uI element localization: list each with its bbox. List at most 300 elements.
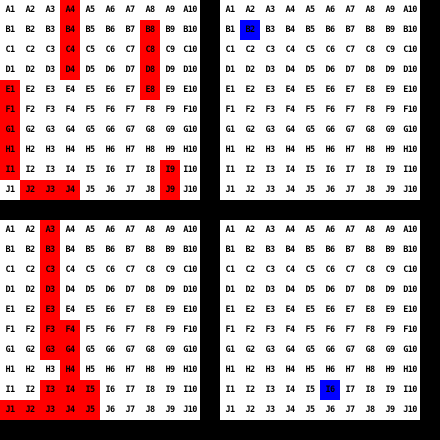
cell-e5[interactable]: E5 [305,305,315,315]
cell-b7[interactable]: B7 [125,25,135,35]
cell-h9[interactable]: H9 [165,145,175,155]
cell-b7[interactable]: B7 [345,25,355,35]
cell-j7[interactable]: J7 [125,185,135,195]
cell-c10[interactable]: C10 [403,265,417,275]
cell-j2[interactable]: J2 [245,185,255,195]
cell-d7[interactable]: D7 [125,285,135,295]
cell-b2[interactable]: B2 [25,245,35,255]
cell-f8[interactable]: F8 [145,105,155,115]
cell-e8[interactable]: E8 [140,80,160,100]
cell-i7[interactable]: I7 [345,385,355,395]
cell-a9[interactable]: A9 [165,225,175,235]
cell-b10[interactable]: B10 [183,25,197,35]
cell-c2[interactable]: C2 [245,45,255,55]
cell-h4[interactable]: H4 [60,360,80,380]
cell-j1[interactable]: J1 [225,185,235,195]
cell-i2[interactable]: I2 [25,385,35,395]
cell-j10[interactable]: J10 [183,185,197,195]
cell-a2[interactable]: A2 [245,5,255,15]
cell-h10[interactable]: H10 [403,145,417,155]
cell-i1[interactable]: I1 [225,165,235,175]
cell-a10[interactable]: A10 [403,225,417,235]
cell-f3[interactable]: F3 [45,105,55,115]
cell-d3[interactable]: D3 [265,65,275,75]
cell-d9[interactable]: D9 [385,65,395,75]
cell-a1[interactable]: A1 [225,5,235,15]
cell-j1[interactable]: J1 [225,405,235,415]
cell-d9[interactable]: D9 [385,285,395,295]
cell-e4[interactable]: E4 [65,85,75,95]
cell-d10[interactable]: D10 [183,285,197,295]
cell-h10[interactable]: H10 [403,365,417,375]
cell-c7[interactable]: C7 [345,45,355,55]
cell-j5[interactable]: J5 [305,405,315,415]
cell-a7[interactable]: A7 [125,5,135,15]
cell-f5[interactable]: F5 [85,325,95,335]
cell-e2[interactable]: E2 [245,85,255,95]
cell-d10[interactable]: D10 [403,65,417,75]
cell-j7[interactable]: J7 [125,405,135,415]
cell-j4[interactable]: J4 [60,400,80,420]
cell-f7[interactable]: F7 [125,105,135,115]
cell-j10[interactable]: J10 [403,405,417,415]
cell-a9[interactable]: A9 [165,5,175,15]
cell-b9[interactable]: B9 [165,245,175,255]
cell-a3[interactable]: A3 [265,225,275,235]
cell-i10[interactable]: I10 [183,385,197,395]
cell-a2[interactable]: A2 [245,225,255,235]
cell-c5[interactable]: C5 [305,265,315,275]
cell-g9[interactable]: G9 [385,125,395,135]
cell-h2[interactable]: H2 [25,145,35,155]
cell-e9[interactable]: E9 [165,85,175,95]
cell-f3[interactable]: F3 [40,320,60,340]
cell-c3[interactable]: C3 [265,45,275,55]
cell-i1[interactable]: I1 [225,385,235,395]
cell-e1[interactable]: E1 [225,305,235,315]
cell-e9[interactable]: E9 [385,85,395,95]
cell-i6[interactable]: I6 [105,165,115,175]
cell-a9[interactable]: A9 [385,5,395,15]
cell-d10[interactable]: D10 [183,65,197,75]
cell-i1[interactable]: I1 [5,385,15,395]
cell-d1[interactable]: D1 [5,285,15,295]
cell-j2[interactable]: J2 [245,405,255,415]
cell-c1[interactable]: C1 [5,265,15,275]
cell-b8[interactable]: B8 [365,245,375,255]
cell-d4[interactable]: D4 [285,285,295,295]
cell-d8[interactable]: D8 [365,65,375,75]
cell-a8[interactable]: A8 [365,225,375,235]
cell-h5[interactable]: H5 [305,365,315,375]
cell-g1[interactable]: G1 [225,345,235,355]
cell-j2[interactable]: J2 [20,180,40,200]
cell-d3[interactable]: D3 [40,280,60,300]
cell-j5[interactable]: J5 [80,400,100,420]
cell-a4[interactable]: A4 [285,5,295,15]
cell-b3[interactable]: B3 [40,240,60,260]
cell-b4[interactable]: B4 [65,245,75,255]
cell-b7[interactable]: B7 [125,245,135,255]
cell-d6[interactable]: D6 [325,65,335,75]
cell-d6[interactable]: D6 [105,285,115,295]
cell-d2[interactable]: D2 [245,65,255,75]
cell-h9[interactable]: H9 [165,365,175,375]
cell-g1[interactable]: G1 [5,345,15,355]
cell-d9[interactable]: D9 [165,65,175,75]
cell-e8[interactable]: E8 [365,305,375,315]
cell-g8[interactable]: G8 [145,345,155,355]
cell-f5[interactable]: F5 [85,105,95,115]
cell-c9[interactable]: C9 [165,265,175,275]
cell-c2[interactable]: C2 [25,265,35,275]
cell-d1[interactable]: D1 [225,285,235,295]
cell-c9[interactable]: C9 [385,45,395,55]
cell-i4[interactable]: I4 [60,380,80,400]
cell-c4[interactable]: C4 [65,265,75,275]
cell-g4[interactable]: G4 [285,125,295,135]
cell-b9[interactable]: B9 [385,245,395,255]
cell-c10[interactable]: C10 [183,265,197,275]
cell-g10[interactable]: G10 [183,125,197,135]
cell-i8[interactable]: I8 [145,165,155,175]
cell-f2[interactable]: F2 [245,105,255,115]
cell-j9[interactable]: J9 [160,180,180,200]
cell-j6[interactable]: J6 [105,405,115,415]
cell-b8[interactable]: B8 [365,25,375,35]
cell-c8[interactable]: C8 [145,265,155,275]
cell-i6[interactable]: I6 [105,385,115,395]
cell-g4[interactable]: G4 [60,340,80,360]
cell-b8[interactable]: B8 [145,245,155,255]
cell-b1[interactable]: B1 [5,245,15,255]
cell-e3[interactable]: E3 [265,305,275,315]
cell-g2[interactable]: G2 [245,345,255,355]
cell-d2[interactable]: D2 [245,285,255,295]
cell-e1[interactable]: E1 [225,85,235,95]
cell-a4[interactable]: A4 [60,0,80,20]
cell-b5[interactable]: B5 [305,25,315,35]
cell-i6[interactable]: I6 [320,380,340,400]
cell-c8[interactable]: C8 [365,45,375,55]
cell-e6[interactable]: E6 [325,305,335,315]
cell-d4[interactable]: D4 [285,65,295,75]
cell-h5[interactable]: H5 [305,145,315,155]
cell-h10[interactable]: H10 [183,145,197,155]
cell-i5[interactable]: I5 [305,165,315,175]
cell-b9[interactable]: B9 [385,25,395,35]
cell-i8[interactable]: I8 [145,385,155,395]
cell-j6[interactable]: J6 [325,405,335,415]
cell-c1[interactable]: C1 [225,265,235,275]
cell-j3[interactable]: J3 [265,405,275,415]
cell-a2[interactable]: A2 [25,5,35,15]
cell-i4[interactable]: I4 [285,165,295,175]
cell-a2[interactable]: A2 [25,225,35,235]
cell-b9[interactable]: B9 [165,25,175,35]
cell-h2[interactable]: H2 [245,145,255,155]
cell-a7[interactable]: A7 [125,225,135,235]
cell-i5[interactable]: I5 [80,380,100,400]
cell-h3[interactable]: H3 [265,145,275,155]
cell-h6[interactable]: H6 [325,365,335,375]
cell-f1[interactable]: F1 [225,105,235,115]
cell-b4[interactable]: B4 [285,245,295,255]
cell-h1[interactable]: H1 [0,140,20,160]
cell-g8[interactable]: G8 [145,125,155,135]
cell-i2[interactable]: I2 [245,385,255,395]
cell-i3[interactable]: I3 [40,380,60,400]
cell-c5[interactable]: C5 [85,265,95,275]
cell-d7[interactable]: D7 [125,65,135,75]
cell-i9[interactable]: I9 [165,385,175,395]
cell-j8[interactable]: J8 [365,405,375,415]
cell-e1[interactable]: E1 [5,305,15,315]
cell-f9[interactable]: F9 [385,105,395,115]
cell-g7[interactable]: G7 [345,345,355,355]
cell-c3[interactable]: C3 [265,265,275,275]
cell-e9[interactable]: E9 [165,305,175,315]
cell-e4[interactable]: E4 [285,85,295,95]
cell-h8[interactable]: H8 [365,365,375,375]
cell-h9[interactable]: H9 [385,365,395,375]
cell-g3[interactable]: G3 [265,125,275,135]
cell-a1[interactable]: A1 [5,225,15,235]
cell-h10[interactable]: H10 [183,365,197,375]
cell-a4[interactable]: A4 [285,225,295,235]
cell-f5[interactable]: F5 [305,325,315,335]
cell-g5[interactable]: G5 [305,125,315,135]
cell-g8[interactable]: G8 [365,345,375,355]
cell-i2[interactable]: I2 [245,165,255,175]
cell-f10[interactable]: F10 [403,325,417,335]
cell-j1[interactable]: J1 [0,400,20,420]
cell-h8[interactable]: H8 [145,145,155,155]
cell-c2[interactable]: C2 [245,265,255,275]
cell-d2[interactable]: D2 [25,65,35,75]
cell-f6[interactable]: F6 [325,325,335,335]
cell-b8[interactable]: B8 [140,20,160,40]
cell-i7[interactable]: I7 [125,385,135,395]
cell-i8[interactable]: I8 [365,165,375,175]
cell-j2[interactable]: J2 [20,400,40,420]
cell-e7[interactable]: E7 [345,305,355,315]
cell-c1[interactable]: C1 [225,45,235,55]
cell-j9[interactable]: J9 [165,405,175,415]
cell-d3[interactable]: D3 [45,65,55,75]
cell-j4[interactable]: J4 [60,180,80,200]
cell-j6[interactable]: J6 [105,185,115,195]
cell-c3[interactable]: C3 [40,260,60,280]
cell-d4[interactable]: D4 [60,60,80,80]
cell-g5[interactable]: G5 [305,345,315,355]
cell-f6[interactable]: F6 [105,325,115,335]
cell-d3[interactable]: D3 [265,285,275,295]
cell-c4[interactable]: C4 [60,40,80,60]
cell-f1[interactable]: F1 [0,100,20,120]
cell-f4[interactable]: F4 [60,320,80,340]
cell-j7[interactable]: J7 [345,405,355,415]
cell-h5[interactable]: H5 [85,145,95,155]
cell-e3[interactable]: E3 [265,85,275,95]
cell-g6[interactable]: G6 [105,125,115,135]
cell-b6[interactable]: B6 [105,25,115,35]
cell-a5[interactable]: A5 [85,225,95,235]
cell-g2[interactable]: G2 [25,125,35,135]
cell-f10[interactable]: F10 [403,105,417,115]
cell-j7[interactable]: J7 [345,185,355,195]
cell-f5[interactable]: F5 [305,105,315,115]
cell-c7[interactable]: C7 [125,45,135,55]
cell-j5[interactable]: J5 [305,185,315,195]
cell-c4[interactable]: C4 [285,265,295,275]
cell-f7[interactable]: F7 [345,325,355,335]
cell-e1[interactable]: E1 [0,80,20,100]
cell-g9[interactable]: G9 [165,125,175,135]
cell-e7[interactable]: E7 [125,85,135,95]
cell-i3[interactable]: I3 [45,165,55,175]
cell-e5[interactable]: E5 [85,85,95,95]
cell-i3[interactable]: I3 [265,385,275,395]
cell-d8[interactable]: D8 [145,285,155,295]
cell-f6[interactable]: F6 [105,105,115,115]
cell-b4[interactable]: B4 [60,20,80,40]
cell-g6[interactable]: G6 [325,125,335,135]
cell-h8[interactable]: H8 [365,145,375,155]
cell-b3[interactable]: B3 [45,25,55,35]
cell-c6[interactable]: C6 [105,265,115,275]
cell-i10[interactable]: I10 [403,165,417,175]
cell-c4[interactable]: C4 [285,45,295,55]
cell-h1[interactable]: H1 [225,145,235,155]
cell-b3[interactable]: B3 [265,25,275,35]
cell-f4[interactable]: F4 [65,105,75,115]
cell-e2[interactable]: E2 [25,85,35,95]
cell-g10[interactable]: G10 [403,125,417,135]
cell-g9[interactable]: G9 [385,345,395,355]
cell-h7[interactable]: H7 [125,145,135,155]
cell-f3[interactable]: F3 [265,325,275,335]
cell-i2[interactable]: I2 [25,165,35,175]
cell-g1[interactable]: G1 [225,125,235,135]
cell-d6[interactable]: D6 [325,285,335,295]
cell-a9[interactable]: A9 [385,225,395,235]
cell-f2[interactable]: F2 [25,325,35,335]
cell-a8[interactable]: A8 [145,225,155,235]
cell-j10[interactable]: J10 [403,185,417,195]
cell-f2[interactable]: F2 [245,325,255,335]
cell-c10[interactable]: C10 [403,45,417,55]
cell-a3[interactable]: A3 [265,5,275,15]
cell-c5[interactable]: C5 [305,45,315,55]
cell-e6[interactable]: E6 [105,305,115,315]
cell-i3[interactable]: I3 [265,165,275,175]
cell-a8[interactable]: A8 [145,5,155,15]
cell-f7[interactable]: F7 [125,325,135,335]
cell-f9[interactable]: F9 [165,105,175,115]
cell-g6[interactable]: G6 [105,345,115,355]
cell-e2[interactable]: E2 [245,305,255,315]
cell-c9[interactable]: C9 [165,45,175,55]
cell-i9[interactable]: I9 [385,385,395,395]
cell-h1[interactable]: H1 [225,365,235,375]
cell-i5[interactable]: I5 [305,385,315,395]
cell-d6[interactable]: D6 [105,65,115,75]
cell-b5[interactable]: B5 [85,25,95,35]
cell-i9[interactable]: I9 [385,165,395,175]
cell-i9[interactable]: I9 [160,160,180,180]
cell-a8[interactable]: A8 [365,5,375,15]
cell-g1[interactable]: G1 [0,120,20,140]
cell-j1[interactable]: J1 [5,185,15,195]
cell-d10[interactable]: D10 [403,285,417,295]
cell-a5[interactable]: A5 [85,5,95,15]
cell-h3[interactable]: H3 [45,145,55,155]
cell-h5[interactable]: H5 [85,365,95,375]
cell-g7[interactable]: G7 [125,125,135,135]
cell-b5[interactable]: B5 [305,245,315,255]
cell-c9[interactable]: C9 [385,265,395,275]
cell-j9[interactable]: J9 [385,405,395,415]
cell-d5[interactable]: D5 [305,65,315,75]
cell-h3[interactable]: H3 [265,365,275,375]
cell-f7[interactable]: F7 [345,105,355,115]
cell-g3[interactable]: G3 [45,125,55,135]
cell-c7[interactable]: C7 [345,265,355,275]
cell-f4[interactable]: F4 [285,105,295,115]
cell-h2[interactable]: H2 [245,365,255,375]
cell-c2[interactable]: C2 [25,45,35,55]
cell-b4[interactable]: B4 [285,25,295,35]
cell-f4[interactable]: F4 [285,325,295,335]
cell-d5[interactable]: D5 [85,285,95,295]
cell-i6[interactable]: I6 [325,165,335,175]
cell-f9[interactable]: F9 [165,325,175,335]
cell-b2[interactable]: B2 [25,25,35,35]
cell-i7[interactable]: I7 [125,165,135,175]
cell-b6[interactable]: B6 [325,245,335,255]
cell-d2[interactable]: D2 [25,285,35,295]
cell-f1[interactable]: F1 [225,325,235,335]
cell-c1[interactable]: C1 [5,45,15,55]
cell-c6[interactable]: C6 [325,45,335,55]
cell-a6[interactable]: A6 [325,225,335,235]
cell-b5[interactable]: B5 [85,245,95,255]
cell-g10[interactable]: G10 [403,345,417,355]
cell-j8[interactable]: J8 [145,185,155,195]
cell-g8[interactable]: G8 [365,125,375,135]
cell-h6[interactable]: H6 [325,145,335,155]
cell-e10[interactable]: E10 [403,85,417,95]
cell-d8[interactable]: D8 [365,285,375,295]
cell-d7[interactable]: D7 [345,65,355,75]
cell-g4[interactable]: G4 [285,345,295,355]
cell-a6[interactable]: A6 [105,5,115,15]
cell-b2[interactable]: B2 [245,245,255,255]
cell-g4[interactable]: G4 [65,125,75,135]
cell-e10[interactable]: E10 [403,305,417,315]
cell-f10[interactable]: F10 [183,325,197,335]
cell-g3[interactable]: G3 [40,340,60,360]
cell-f8[interactable]: F8 [365,105,375,115]
cell-i4[interactable]: I4 [65,165,75,175]
cell-h4[interactable]: H4 [285,145,295,155]
cell-e3[interactable]: E3 [45,85,55,95]
cell-h1[interactable]: H1 [5,365,15,375]
cell-i5[interactable]: I5 [85,165,95,175]
cell-i8[interactable]: I8 [365,385,375,395]
cell-e8[interactable]: E8 [365,85,375,95]
